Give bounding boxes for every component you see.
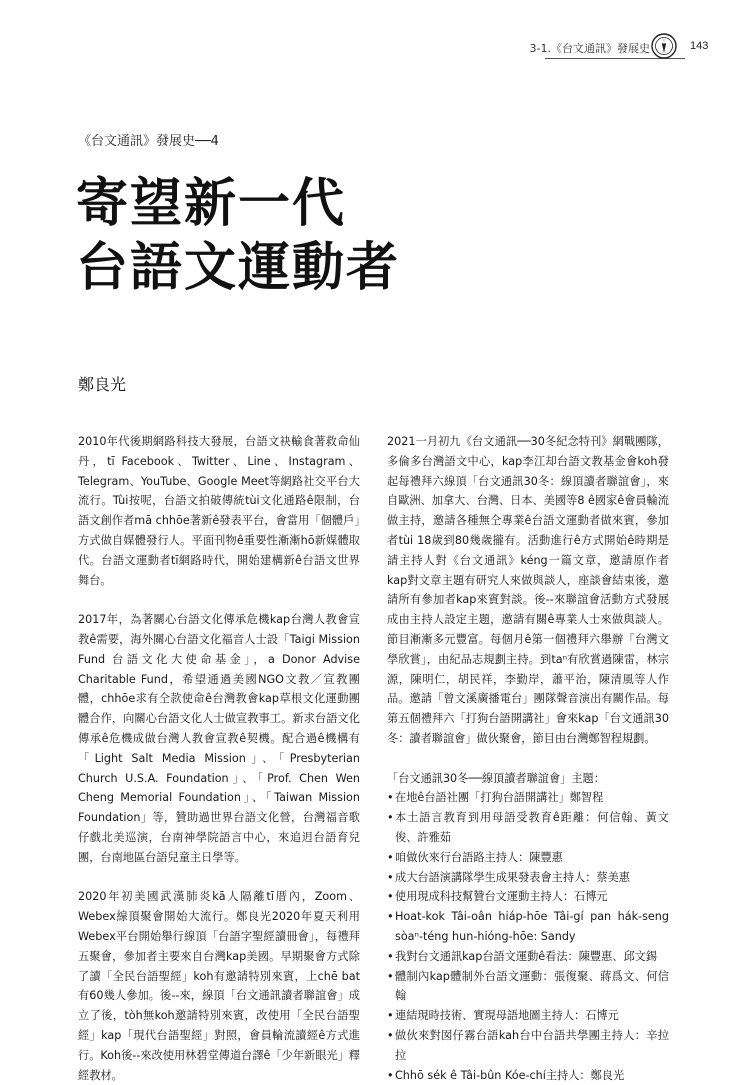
page-number: 143: [690, 40, 708, 52]
list-item: • Chhō sék ê Tâi-bûn Kóe-chí主持人：鄭良光: [387, 1066, 669, 1085]
list-item: • Hoat-kok Tâi-oân hiáp-hōe Tâi-gí pan hák-seng sòaⁿ-téng hun-hióng-hōe: Sandy: [387, 907, 669, 947]
list-item: • 體制內kap體制外台語文運動：張復聚、蔣爲文、何信翰: [387, 967, 669, 1007]
list-item: • 咱做伙來行台語路主持人：陳豐惠: [387, 848, 669, 868]
series-subtitle: 《台文通訊》發展史──4: [78, 130, 219, 149]
author-name: 鄭良光: [78, 372, 126, 395]
title-line-2: 台語文運動者: [76, 236, 400, 300]
paragraph-mission-fund: 2017年，為著關心台語文化傳承危機kap台灣人教會宣教ê需要，海外關心台語文化福音人士設「Taigi Mission Fund 台語文化大使命基金」，a Donor Advise Charitable Fund，希望通過美國NGO文教／宣教團體，chhōe求有仝款使命ê台灣教會kap草根文化運動團體合作，向關心台語文化人士做宣教事工。新求台語文化傳承ê危機成做台灣人教會宣教ê契機。配合過ê機構有「Light Salt Media Mission」、「Presbyterian Church U.S.A. Foundation」、「Prof. Chen Wen Cheng Memorial Foundation」、「Taiwan Mission Foundation」等，贊助過世界台語文化營，台灣福音歌仔戲北美巡演，台南神學院語言中心，來追迌台語育兒團，台南地區台語兒童主日學等。: [78, 610, 360, 867]
list-item: • 本土語言教育到用母語受教育ê距離：何信翰、黃文俊、許雅茹: [387, 808, 669, 848]
paragraph-readers-club: 2021一月初九《台文通訊──30冬紀念特刊》網戰團隊，多倫多台灣語文中心，kap李江却台語文教基金會koh發起每禮拜六線頂「台文通訊30冬：線頂讀者聯誼會」，來自歐洲、加拿大、台灣、日本、美國等8 ê國家ê會員輪流做主持，邀請各種無仝專業ê台語文運動者做來賓，參加者tùi 18歲到80幾歲攏有。活動進行ê方式開始ê時期是請主持人對《台文通訊》kéng一篇文章，邀請原作者kap對文章主題有研究人來做與談人，座談會結束後，邀請所有參加者kap來賓對談。後--來聯誼會活動方式發展成由主持人設定主題，邀請有關ê專業人士來做與談人。節目漸漸多元豐富。每個月ê第一個禮拜六舉辦「台灣文學欣賞」，由紀品志規劃主持。到taⁿ有欣賞過陳雷，林宗源，陳明仁，胡民祥，李勤岸，蕭平治，陳清風等人作品。邀請「曾文溪廣播電台」團隊聲音演出有關作品。每第五個禮拜六「打狗台語開講社」會來kap「台文通訊30冬：讀者聯誼會」做伙聚會，節目由台灣鄭智程規劃。: [387, 432, 669, 749]
paragraph-social-media: 2010年代後期網路科技大發展，台語文袂輸食著救命仙丹，tī Facebook、Twitter、Line、Instagram、Telegram、YouTube、Google Meet等網路社交平台大流行。Tùi按呢，台語文拍破傳統tùi文化通路ê限制，台語文創作者mā chhōe著新ê發表平台，會當用「個體戶」方式做自媒體發行人。平面刊物ê重要性漸漸hō新媒體取代。台語文運動者tī網路時代，開始建構新ê台語文世界舞台。: [78, 432, 360, 590]
list-item: • 做伙來對囡仔霧台語kah台中台語共學團主持人：辛拉拉: [387, 1026, 669, 1066]
right-column: [387, 432, 669, 1085]
topics-list: [387, 769, 669, 1085]
left-column: [78, 432, 360, 1085]
list-item: • 在地ê台語社團「打狗台語開講社」鄭智程: [387, 788, 669, 808]
topics-heading: 「台文通訊30冬──線頂讀者聯誼會」主題：: [387, 769, 669, 789]
running-head: 3-1.《台文通訊》發展史: [530, 40, 650, 56]
list-item: • 成大台語演講隊學生成果發表會主持人：蔡美惠: [387, 868, 669, 888]
list-item: • 連結現時技術、實現母語地圖主持人：石博元: [387, 1006, 669, 1026]
title-line-1: 寄望新一代: [76, 172, 400, 236]
journal-seal-icon: [651, 33, 677, 59]
list-item: • 我對台文通訊kap台語文運動ê看法：陳豐惠、邱文錫: [387, 947, 669, 967]
list-item: • 使用現成科技幫贊台文運動主持人：石博元: [387, 887, 669, 907]
paragraph-online-bible-study: 2020年初美國武漢肺炎kā人隔離tī厝內，Zoom、Webex線頂聚會開始大流行。鄭良光2020年夏天利用Webex平台開始舉行線頂「台語字聖經讀冊會」，每禮拜五聚會，參加者主要來自台灣kap美國。早期聚會方式除了讀「全民台語聖經」koh有邀請特別來賓，上chē bat有60幾人參加。後--來，線頂「台文通訊讀者聯誼會」成立了後，tòh無koh邀請特別來賓，改使用「全民台語聖經」kap「現代台語聖經」對照，會員輪流讀經ê方式進行。Koh後--來改使用林碧堂傳道台譯ê「少年新眼光」釋經教材。: [78, 887, 360, 1085]
article-title: [76, 172, 400, 300]
